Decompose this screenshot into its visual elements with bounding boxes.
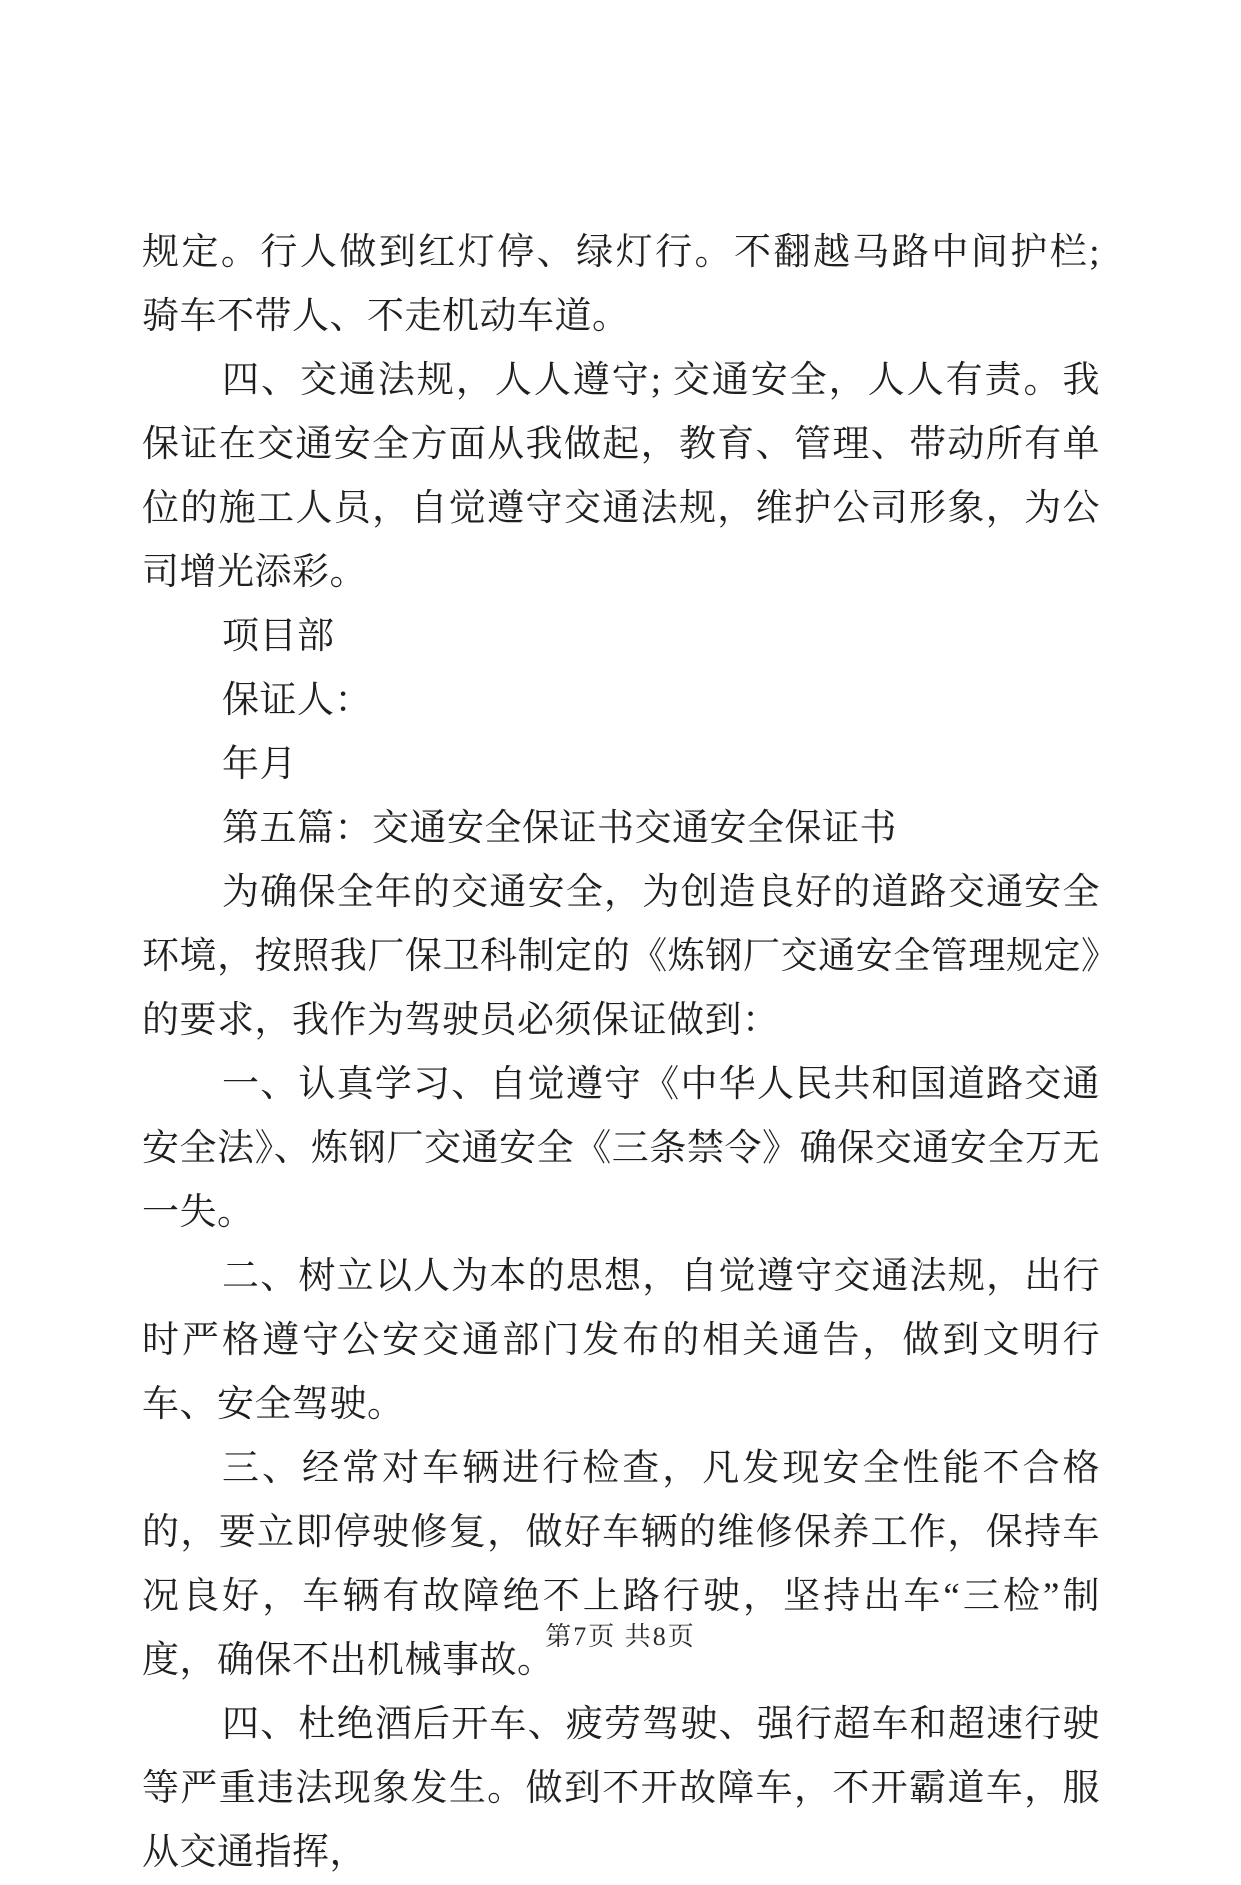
paragraph: 一、认真学习、自觉遵守《中华人民共和国道路交通安全法》、炼钢厂交通安全《三条禁令》确保交通安全万无一失。 xyxy=(142,1064,1100,1233)
paragraph: 四、交通法规，人人遵守; 交通安全，人人有责。我保证在交通安全方面从我做起，教育、管理、带动所有单位的施工人员，自觉遵守交通法规，维护公司形象，为公司增光添彩。 xyxy=(142,360,1100,593)
page-number-indicator: 第7页 共8页 xyxy=(545,1622,696,1651)
paragraph: 规定。行人做到红灯停、绿灯行。不翻越马路中间护栏; 骑车不带人、不走机动车道。 xyxy=(142,232,1100,337)
paragraph: 保证人： xyxy=(222,680,372,721)
page-footer xyxy=(0,1620,1241,1654)
paragraph: 三、经常对车辆进行检查，凡发现安全性能不合格的，要立即停驶修复，做好车辆的维修保养工作，保持车况良好，车辆有故障绝不上路行驶，坚持出车“三检”制度，确保不出机械事故。 xyxy=(142,1448,1100,1681)
paragraph: 项目部 xyxy=(222,616,335,657)
paragraph: 二、树立以人为本的思想，自觉遵守交通法规，出行时严格遵守公安交通部门发布的相关通告，做到文明行车、安全驾驶。 xyxy=(142,1256,1100,1425)
paragraph: 四、杜绝酒后开车、疲劳驾驶、强行超车和超速行驶等严重违法现象发生。做到不开故障车，不开霸道车，服从交通指挥， xyxy=(142,1704,1100,1873)
paragraph: 年月 xyxy=(222,744,297,785)
paragraph: 第五篇：交通安全保证书交通安全保证书 xyxy=(222,808,897,849)
paragraph: 为确保全年的交通安全，为创造良好的道路交通安全环境，按照我厂保卫科制定的《炼钢厂交通安全管理规定》的要求，我作为驾驶员必须保证做到： xyxy=(142,872,1100,1041)
